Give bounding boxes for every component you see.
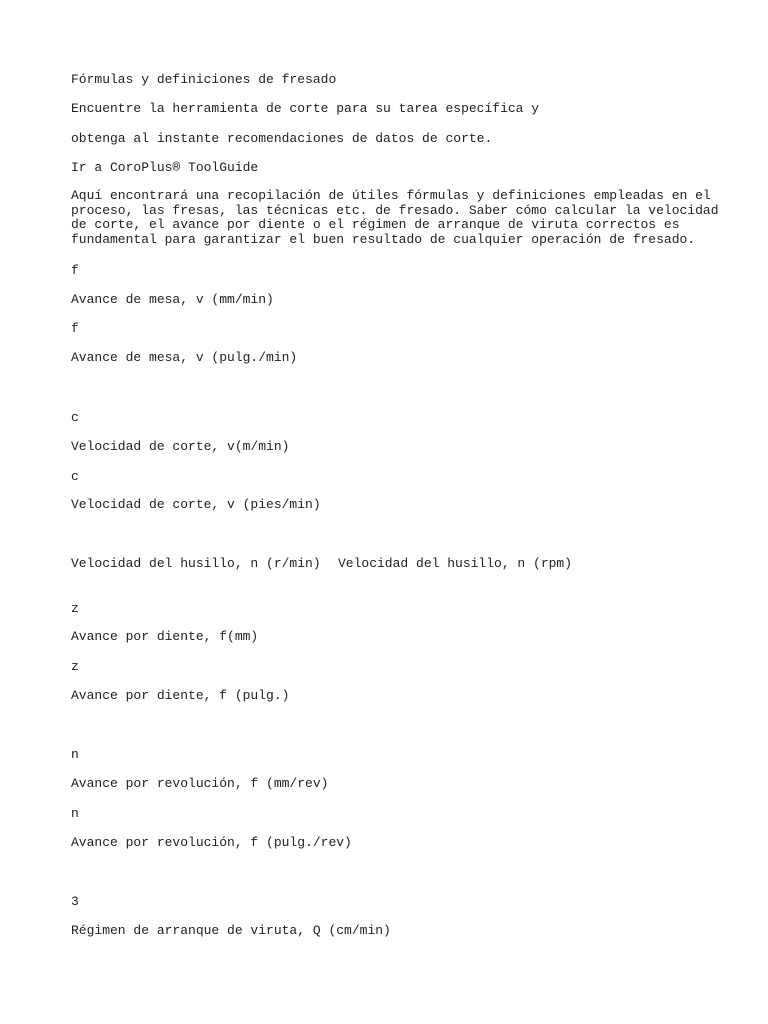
subscript-n: n [71,806,79,821]
spindle-speed-rmin-label: Velocidad del husillo, n (r/min) [71,556,321,571]
feed-per-tooth-in-label: Avance por diente, f (pulg.) [71,688,290,703]
table-feed-mm-label: Avance de mesa, v (mm/min) [71,292,274,307]
paragraph-line: Aquí encontrará una recopilación de útiles fórmulas y definiciones empleadas en el [71,188,711,203]
paragraph-line: de corte, el avance por diente o el régimen de arranque de viruta correctos es [71,217,680,232]
subscript-f: f [71,263,79,278]
subscript-c: c [71,469,79,484]
subscript-f: f [71,321,79,336]
feed-per-rev-in-label: Avance por revolución, f (pulg./rev) [71,835,352,850]
subscript-c: c [71,410,79,425]
superscript-3: 3 [71,894,79,909]
cutting-speed-ft-label: Velocidad de corte, v (pies/min) [71,497,321,512]
document-title: Fórmulas y definiciones de fresado [71,72,337,87]
intro-paragraph [71,188,719,247]
table-feed-in-label: Avance de mesa, v (pulg./min) [71,350,298,365]
cutting-speed-m-label: Velocidad de corte, v(m/min) [71,439,290,454]
subscript-n: n [71,747,79,762]
paragraph-line: fundamental para garantizar el buen resultado de cualquier operación de fresado. [71,231,696,247]
intro-line-1: Encuentre la herramienta de corte para su tarea específica y [71,101,540,116]
subscript-z: z [71,659,79,674]
feed-per-tooth-mm-label: Avance por diente, f(mm) [71,629,259,644]
spindle-speed-rpm-label: Velocidad del husillo, n (rpm) [338,556,573,571]
metal-removal-rate-label: Régimen de arranque de viruta, Q (cm/min) [71,923,391,938]
intro-line-2: obtenga al instante recomendaciones de datos de corte. [71,131,493,146]
toolguide-link[interactable]: Ir a CoroPlus® ToolGuide [71,160,259,175]
paragraph-line: proceso, las fresas, las técnicas etc. de fresado. Saber cómo calcular la velocidad [71,202,719,218]
feed-per-rev-mm-label: Avance por revolución, f (mm/rev) [71,776,329,791]
subscript-z: z [71,601,79,616]
